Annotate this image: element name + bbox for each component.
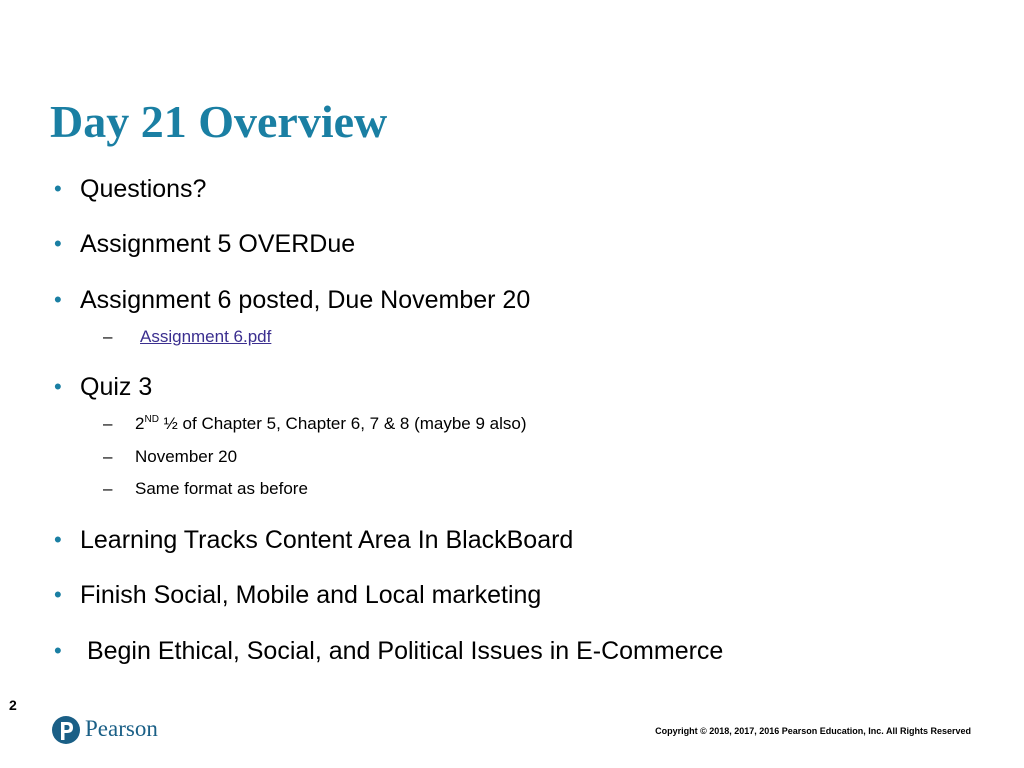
bullet-text: Assignment 6 posted, Due November 20 (80, 286, 531, 314)
slide-title: Day 21 Overview (50, 96, 388, 147)
pearson-wordmark: Pearson (85, 716, 158, 741)
copyright-notice: Copyright © 2018, 2017, 2016 Pearson Education, Inc. All Rights Reserved (655, 726, 971, 736)
bullet-text: Begin Ethical, Social, and Political Issues in E-Commerce (80, 637, 724, 665)
bullet-icon: • (54, 638, 62, 663)
bullet-icon: • (54, 527, 62, 552)
dash-icon: – (103, 447, 113, 466)
sub-text: November 20 (135, 447, 238, 466)
bullet-icon: • (54, 176, 62, 201)
sub-text: 2ND ½ of Chapter 5, Chapter 6, 7 & 8 (maybe 9 also) (135, 414, 527, 433)
bullet-icon: • (54, 582, 62, 607)
pearson-p-icon (51, 714, 81, 746)
dash-icon: – (103, 414, 113, 433)
bullet-text: Assignment 5 OVERDue (80, 230, 356, 258)
page-number: 2 (9, 697, 17, 713)
bullet-text: Learning Tracks Content Area In BlackBoard (80, 526, 574, 554)
sub-text: Same format as before (135, 479, 308, 498)
dash-icon: – (103, 479, 113, 498)
bullet-text: Quiz 3 (80, 373, 153, 401)
bullet-icon: • (54, 287, 62, 312)
bullet-text: Questions? (80, 175, 207, 203)
assignment-6-pdf-link[interactable]: Assignment 6.pdf (140, 327, 272, 346)
bullet-icon: • (54, 374, 62, 399)
bullet-icon: • (54, 231, 62, 256)
dash-icon: – (103, 327, 113, 346)
bullet-text: Finish Social, Mobile and Local marketing (80, 581, 542, 609)
